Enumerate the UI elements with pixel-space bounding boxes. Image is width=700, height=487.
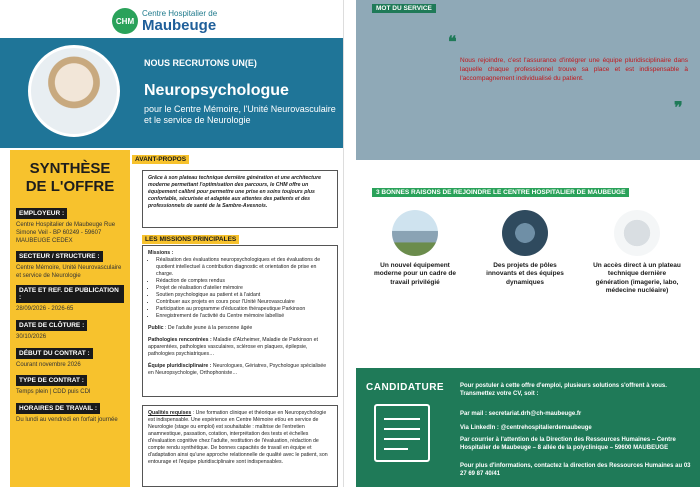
missions-heading: LES MISSIONS PRINCIPALES xyxy=(142,235,239,244)
application-mail-address: Par courrier à l'attention de la Direction des Ressources Humaines – Centre Hospitalier de Maubeuge – 8 allée de la polyclinique – 59600 MAUBEUGE xyxy=(460,437,676,452)
application-panel xyxy=(356,368,700,487)
qualities-text: : Une formation clinique et théorique en Neuropsychologie est indispensable. Une expérience en Centre Mémoire et/ou en service de Neurologie (stage ou emploi) est souhaitable : maîtrise de l'entretien anamnestique, passation, cotation, interprétation des tests et échelles d'évaluation cognitive chez l'adulte, restitution de l'évaluation, rédaction de compte rendu synthétique. De bonnes capacités de travail en équipe et d'adaptation ainsi qu'une approche relationnelle de qualité avec le patient, son entourage et l'équipe pluridisciplinaire sont indispensables. xyxy=(148,410,328,466)
left-page xyxy=(0,0,344,487)
form-icon xyxy=(374,404,430,462)
start-label: DÉBUT DU CONTRAT : xyxy=(16,348,93,359)
missions-box xyxy=(142,245,338,397)
missions-list xyxy=(156,257,332,320)
reason-text: Des projets de pôles innovants et des équipes dynamiques xyxy=(486,262,564,286)
pathologies-value: Maladie d'Alzheimer, Maladie de Parkinson et apparentées, pathologies vasculaires, sclérose en plaques, épilepsie, pathologies psychiatriques… xyxy=(148,337,318,358)
hospital-logo xyxy=(112,6,217,36)
list-item: • Contribuer aux projets en cours pour l'Unité Neurovasculaire xyxy=(156,299,332,306)
contract-type-value: Temps plein | CDD puis CDI xyxy=(16,389,91,396)
list-item: • Enregistrement de l'activité du Centre mémoire labellisé xyxy=(156,313,332,320)
hours-label: HORAIRES DE TRAVAIL : xyxy=(16,403,100,414)
list-item: • Soutien psychologique au patient et à l'aidant xyxy=(156,292,332,299)
team-label: Équipe pluridisciplinaire : xyxy=(148,363,212,370)
surgery-image xyxy=(502,210,548,256)
reason-card xyxy=(370,210,460,287)
list-item: • Projet de réalisation d'atelier mémoire xyxy=(156,285,332,292)
public-value: : De l'adulte jeune à la personne âgée xyxy=(163,325,253,332)
pathologies-label: Pathologies rencontrées : xyxy=(148,337,212,344)
reason-text: Un nouvel équipement moderne pour un cadre de travail privilégié xyxy=(374,262,456,286)
service-message-text: Nous rejoindre, c'est l'assurance d'intégrer une équipe pluridisciplinaire dans laquelle chaque professionnel trouve sa place et est indispensable à l'accompagnement individualisé du patient. xyxy=(460,57,688,83)
closing-label: DATE DE CLÔTURE : xyxy=(16,320,87,331)
avant-propos-box: Grâce à son plateau technique dernière génération et une architecture moderne permettant l'optimisation des parcours, le CHM offre un équipement calibré pour permettre une prise en soins toujours plus confortable, sécurisée et adaptée aux attentes des patients et des professionnels de santé de la Sambre-Avesnois. xyxy=(142,170,338,228)
publication-label: DATE ET REF. DE PUBLICATION : xyxy=(16,285,124,303)
reason-card xyxy=(592,210,682,296)
avant-propos-heading: AVANT-PROPOS xyxy=(132,155,189,164)
application-heading: CANDIDATURE xyxy=(366,382,445,393)
reasons-heading: 3 BONNES RAISONS DE REJOINDRE LE CENTRE HOSPITALIER DE MAUBEUGE xyxy=(372,188,629,197)
sector-value: Centre Mémoire, Unité Neurovasculaire et service de Neurologie xyxy=(16,265,122,280)
employer-label: EMPLOYEUR : xyxy=(16,208,67,219)
application-mail[interactable]: Par mail : secretariat.drh@ch-maubeuge.fr xyxy=(460,411,582,417)
start-value: Courant novembre 2026 xyxy=(16,361,81,368)
closing-value: 30/10/2026 xyxy=(16,333,47,340)
contract-type-label: TYPE DE CONTRAT : xyxy=(16,375,87,386)
logo-line2: Maubeuge xyxy=(142,16,217,34)
service-message-panel xyxy=(356,0,700,160)
list-item: • Rédaction de comptes rendus xyxy=(156,278,332,285)
quote-open-icon: ❝ xyxy=(448,34,457,51)
application-linkedin[interactable]: Via LinkedIn : @centrehospitalierdemaubeuge xyxy=(460,425,592,431)
scanner-image xyxy=(614,210,660,256)
missions-intro: Missions : xyxy=(148,250,174,256)
job-title: Neuropsychologue xyxy=(144,82,289,99)
list-item: • Participation au programme d'éducation thérapeutique Parkinson xyxy=(156,306,332,313)
offer-summary-panel xyxy=(10,150,130,487)
building-image xyxy=(392,210,438,256)
qualities-label: Qualités requises xyxy=(148,410,192,416)
employer-value: Centre Hospitalier de Maubeuge Rue Simone Veil - BP 60249 - 59607 MAUBEUGE CEDEX xyxy=(16,222,116,244)
public-label: Public xyxy=(148,325,164,332)
logo-badge: CHM xyxy=(112,8,138,34)
right-page xyxy=(356,0,700,487)
employee-photo xyxy=(28,45,120,137)
application-contact: Pour plus d'informations, contactez la direction des Ressources Humaines au 03 27 69 87 40/41 xyxy=(460,463,691,478)
quote-close-icon: ❞ xyxy=(674,100,683,117)
reason-card xyxy=(480,210,570,287)
sector-label: SECTEUR / STRUCTURE : xyxy=(16,251,103,262)
reason-text: Un accès direct à un plateau technique dernière génération (imagerie, labo, médecine nucléaire) xyxy=(593,262,681,295)
logo-line1: Centre Hospitalier de xyxy=(142,8,218,18)
application-intro: Pour postuler à cette offre d'emploi, plusieurs solutions s'offrent à vous. Transmettez votre CV, soit : xyxy=(460,383,667,398)
hours-value: Du lundi au vendredi en forfait journée xyxy=(16,417,118,424)
service-message-heading: MOT DU SERVICE xyxy=(372,4,436,13)
summary-title: SYNTHÈSE DE L'OFFRE xyxy=(25,160,115,195)
list-item: • Réalisation des évaluations neuropsychologiques et des évaluations de quotient intellectuel à contribution diagnostic et orientation de prise en charge. xyxy=(156,257,332,278)
qualities-box xyxy=(142,405,338,487)
job-subtitle: pour le Centre Mémoire, l'Unité Neurovasculaire et le service de Neurologie xyxy=(144,104,336,125)
recruiting-label: NOUS RECRUTONS UN(E) xyxy=(144,58,257,68)
publication-value: 28/09/2026 - 2026-65 xyxy=(16,305,74,312)
team-value: Neurologues, Gériatres, Psychologue spécialisée en Neuropsychologie, Orthophoniste… xyxy=(148,363,327,377)
